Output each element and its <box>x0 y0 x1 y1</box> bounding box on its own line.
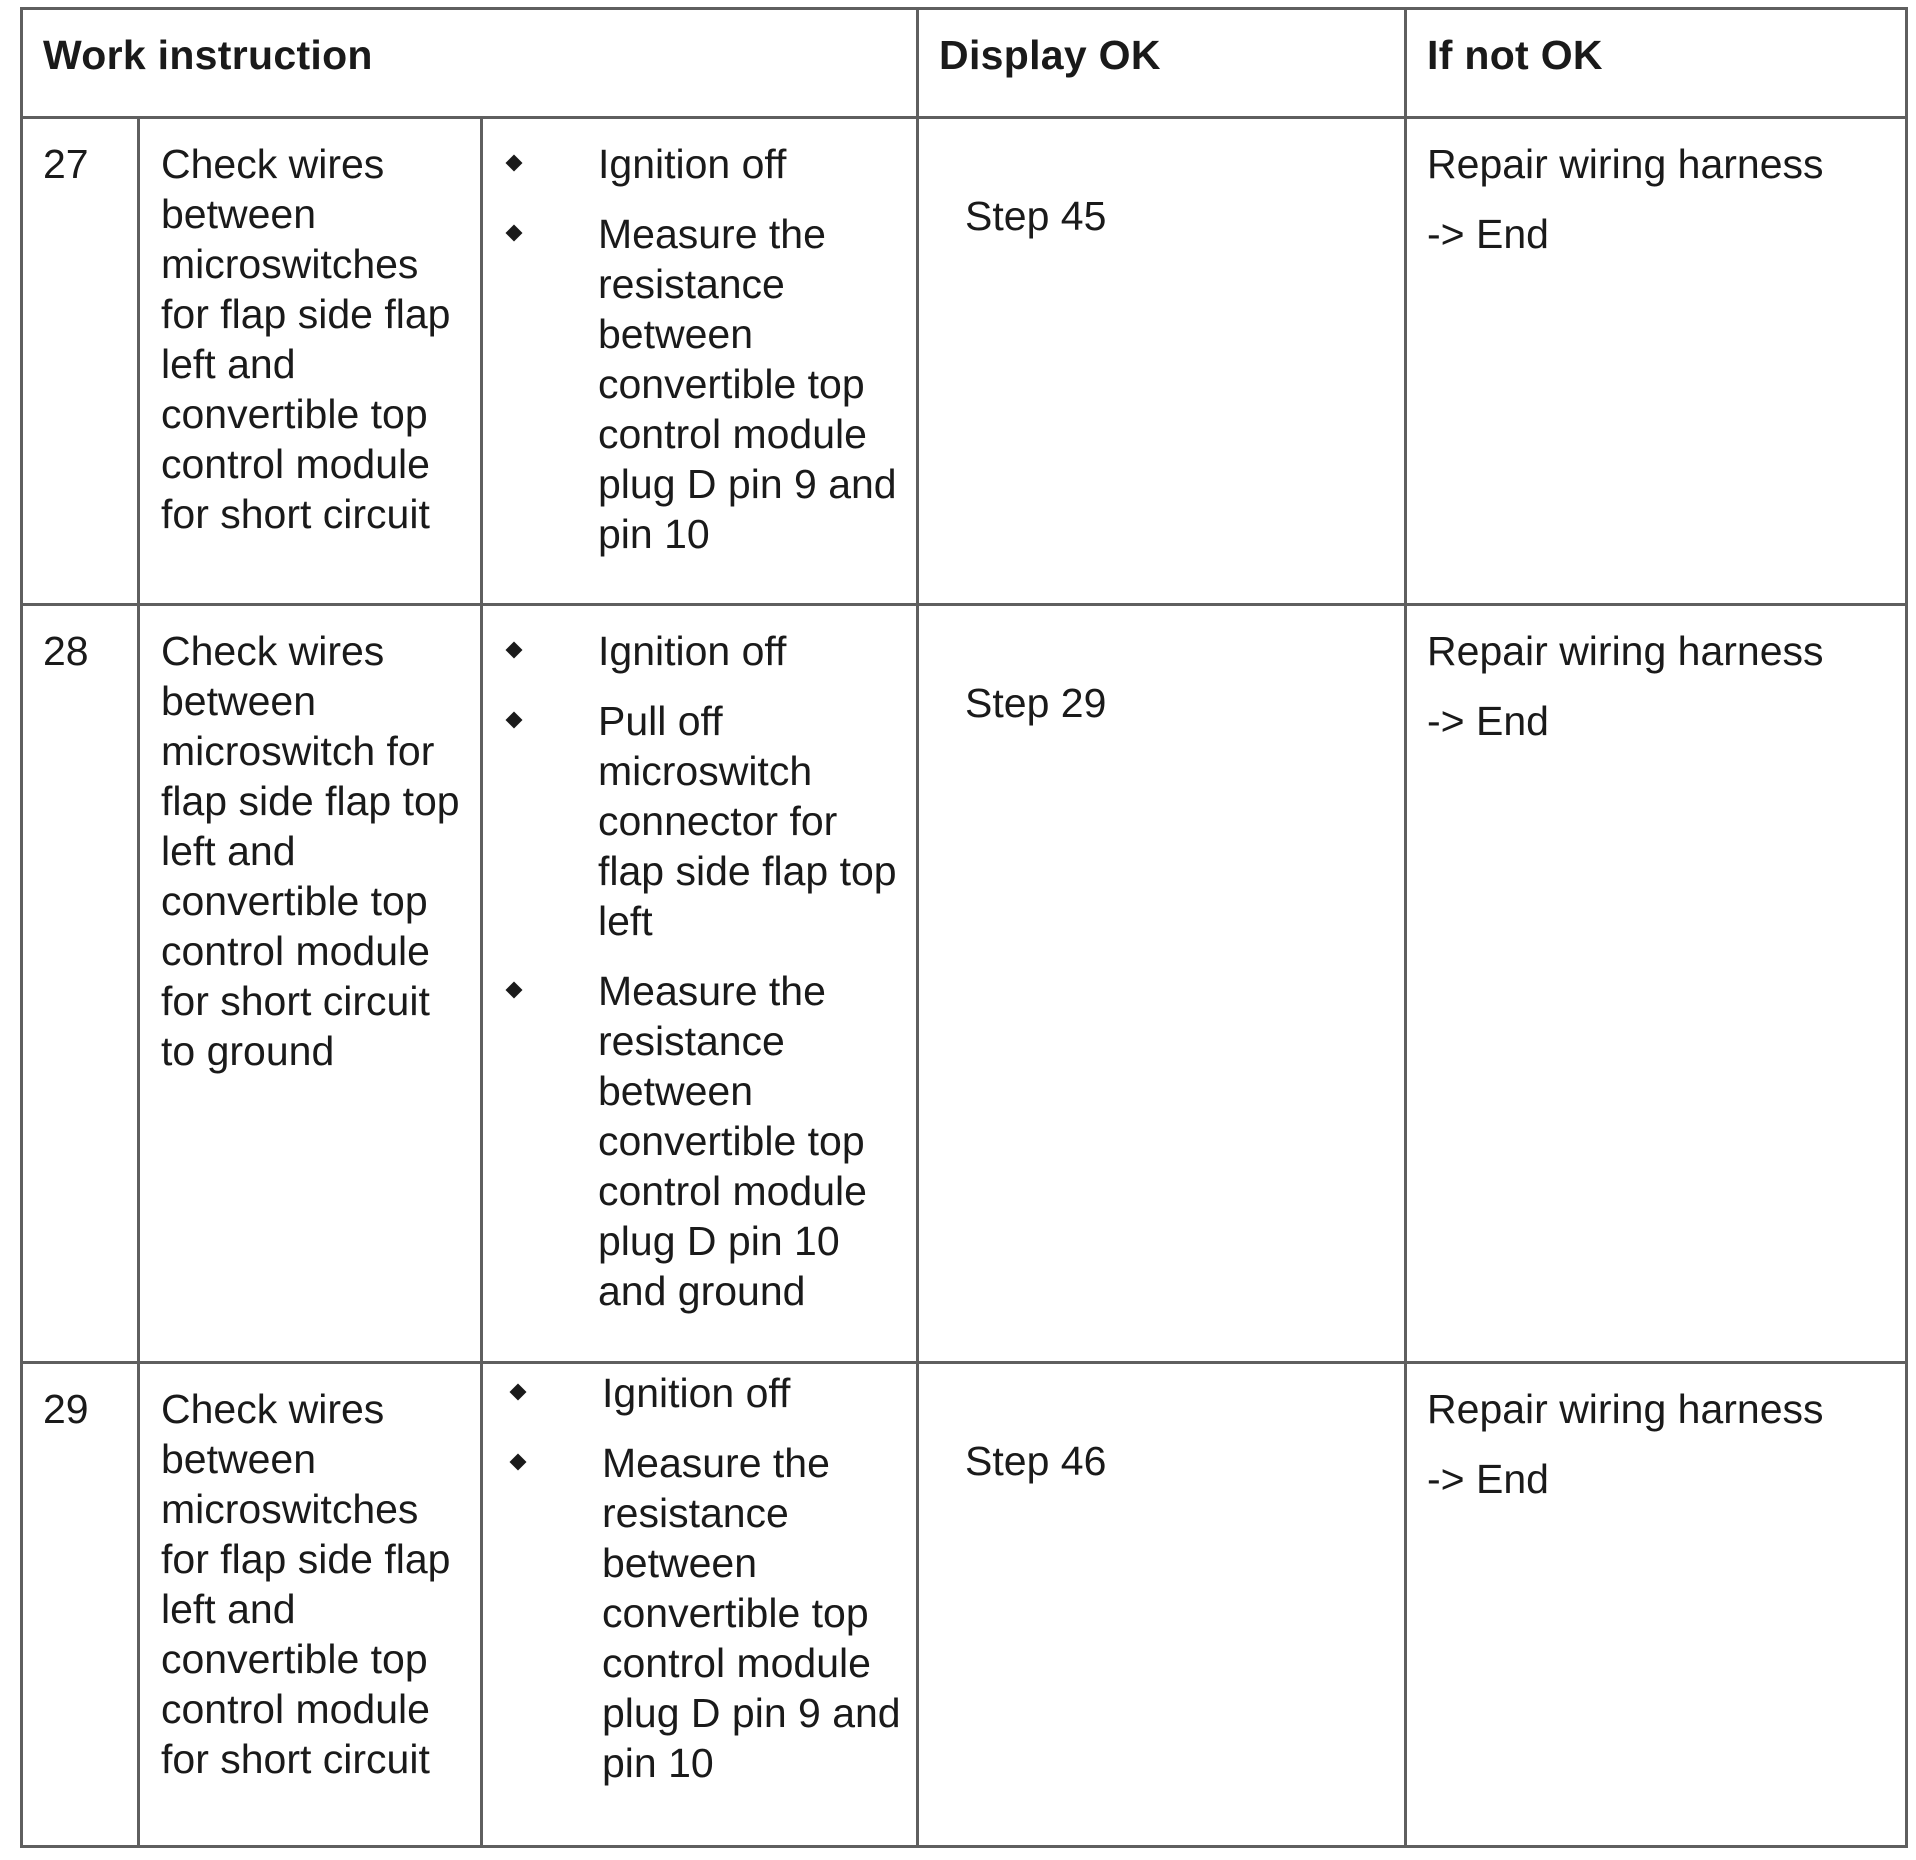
action-text: Measure the resistance between convertible top control module plug D pin 9 and pin 10 <box>602 1440 901 1786</box>
action-text: Pull off microswitch connector for flap side flap top left <box>598 698 897 944</box>
action-list <box>505 1368 908 1788</box>
list-item <box>501 209 908 559</box>
work-instruction-table <box>20 7 1908 1848</box>
list-item <box>501 139 908 189</box>
if-not-ok-cell <box>1406 118 1907 605</box>
step-task: Check wires between microswitches for flap side flap left and convertible top control module for short circuit <box>139 1363 482 1847</box>
step-task: Check wires between microswitches for flap side flap left and convertible top control module for short circuit <box>139 118 482 605</box>
display-ok-cell <box>918 1363 1406 1847</box>
header-work-instruction: Work instruction <box>22 9 918 118</box>
list-item <box>505 1438 908 1788</box>
action-text: Ignition off <box>598 628 787 674</box>
display-ok-value: Step 29 <box>965 680 1107 726</box>
list-item <box>501 966 908 1316</box>
table-row <box>22 118 1907 605</box>
step-number: 27 <box>22 118 139 605</box>
action-text: Measure the resistance between convertible top control module plug D pin 9 and pin 10 <box>598 211 897 557</box>
step-actions <box>482 605 918 1363</box>
header-if-not-ok: If not OK <box>1406 9 1907 118</box>
step-number: 29 <box>22 1363 139 1847</box>
action-text: Ignition off <box>602 1370 791 1416</box>
action-list <box>501 626 908 1316</box>
display-ok-cell <box>918 605 1406 1363</box>
display-ok-cell <box>918 118 1406 605</box>
table-header-row <box>22 9 1907 118</box>
list-item <box>501 696 908 946</box>
list-item <box>501 626 908 676</box>
step-actions <box>482 118 918 605</box>
if-not-ok-line2: -> End <box>1427 211 1549 257</box>
diamond-bullet-icon <box>510 1454 527 1471</box>
list-item <box>505 1368 908 1418</box>
step-actions <box>482 1363 918 1847</box>
display-ok-value: Step 46 <box>965 1438 1107 1484</box>
action-list <box>501 139 908 559</box>
display-ok-value: Step 45 <box>965 193 1107 239</box>
if-not-ok-cell <box>1406 1363 1907 1847</box>
if-not-ok-line2: -> End <box>1427 698 1549 744</box>
if-not-ok-line2: -> End <box>1427 1456 1549 1502</box>
if-not-ok-line1: Repair wiring harness <box>1427 1386 1824 1432</box>
table-row <box>22 605 1907 1363</box>
action-text: Ignition off <box>598 141 787 187</box>
table-row <box>22 1363 1907 1847</box>
step-task: Check wires between microswitch for flap side flap top left and convertible top control module for short circuit to ground <box>139 605 482 1363</box>
header-display-ok: Display OK <box>918 9 1406 118</box>
diamond-bullet-icon <box>506 642 523 659</box>
diamond-bullet-icon <box>506 155 523 172</box>
diamond-bullet-icon <box>506 982 523 999</box>
diamond-bullet-icon <box>506 712 523 729</box>
diamond-bullet-icon <box>510 1384 527 1401</box>
if-not-ok-line1: Repair wiring harness <box>1427 141 1824 187</box>
action-text: Measure the resistance between convertible top control module plug D pin 10 and ground <box>598 968 867 1314</box>
step-number: 28 <box>22 605 139 1363</box>
if-not-ok-line1: Repair wiring harness <box>1427 628 1824 674</box>
if-not-ok-cell <box>1406 605 1907 1363</box>
diamond-bullet-icon <box>506 225 523 242</box>
